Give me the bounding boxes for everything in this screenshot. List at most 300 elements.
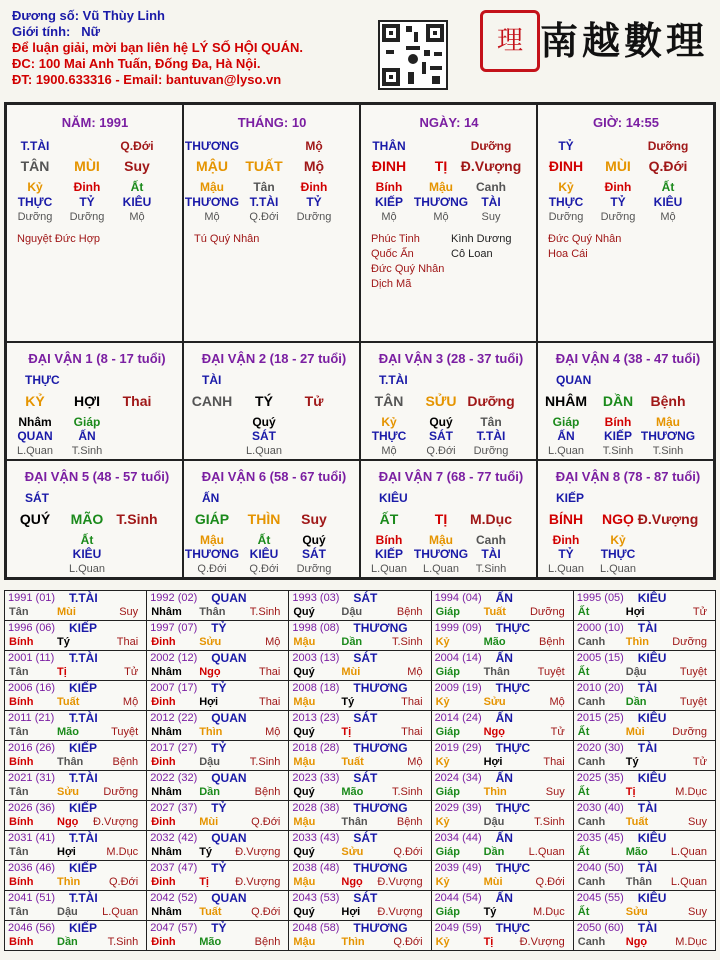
year-label: 2040 (50) bbox=[576, 862, 624, 874]
year-branch: Hợi bbox=[341, 906, 361, 918]
year-stem: Mậu bbox=[293, 756, 316, 768]
year-branch: Mão bbox=[625, 846, 648, 858]
year-phase: T.Sinh bbox=[249, 756, 281, 768]
year-god: QUAN bbox=[211, 771, 247, 785]
year-stem: Kỷ bbox=[435, 816, 450, 828]
dai-van-row3-text: Mậu bbox=[429, 533, 453, 547]
year-god: TÀI bbox=[637, 681, 658, 695]
dai-van-row2-text: Tử bbox=[304, 393, 324, 409]
pillar-cell bbox=[183, 104, 360, 342]
year-label: 2003 (13) bbox=[292, 652, 340, 664]
table-row bbox=[5, 621, 716, 651]
year-cell bbox=[289, 651, 431, 681]
year-phase: Thai bbox=[258, 696, 281, 708]
year-label: 2026 (36) bbox=[8, 802, 56, 814]
dai-van-row2-text: M.Dục bbox=[470, 511, 512, 527]
pillar-row3-text: Mậu bbox=[429, 180, 453, 194]
dai-van-row4-text: T.TÀI bbox=[476, 429, 506, 443]
year-stem: Quý bbox=[293, 906, 315, 918]
year-branch: Tuất bbox=[625, 816, 649, 828]
year-stem: Tân bbox=[9, 726, 29, 738]
dai-van-row4-text: SÁT bbox=[252, 429, 276, 443]
year-cell bbox=[573, 921, 715, 951]
year-cell-content bbox=[574, 891, 715, 920]
year-god: T.TÀI bbox=[69, 771, 98, 785]
year-cell bbox=[431, 741, 573, 771]
year-branch: Hợi bbox=[625, 606, 645, 618]
year-cell-content bbox=[147, 891, 288, 920]
year-phase: Q.Đới bbox=[251, 906, 281, 918]
pillar-top-text: THƯƠNG bbox=[184, 139, 240, 153]
dai-van-god: KIÊU bbox=[379, 491, 408, 505]
seal-stamp-icon: 理 bbox=[480, 10, 540, 72]
year-cell bbox=[573, 771, 715, 801]
year-cell-content bbox=[574, 921, 715, 950]
year-stem: Bính bbox=[9, 636, 34, 648]
year-stem: Bính bbox=[9, 696, 34, 708]
year-branch: Tuất bbox=[341, 756, 364, 768]
pillar-row3-text: Đinh bbox=[73, 180, 101, 194]
year-cell-content bbox=[147, 621, 288, 650]
star-label: Tú Quý Nhân bbox=[194, 233, 260, 245]
table-row bbox=[5, 921, 716, 951]
dai-van-row3-text: Đinh bbox=[552, 533, 580, 547]
year-cell bbox=[573, 831, 715, 861]
year-god: QUAN bbox=[211, 831, 247, 845]
pillar-row4-text: THƯƠNG bbox=[184, 195, 240, 209]
year-stem: Canh bbox=[577, 816, 606, 828]
year-god: SÁT bbox=[353, 591, 378, 605]
dai-van-row4-text: SÁT bbox=[429, 429, 453, 443]
dai-van-row4-text: THƯƠNG bbox=[184, 547, 240, 561]
year-cell-content bbox=[289, 681, 430, 710]
year-cell bbox=[573, 861, 715, 891]
year-cell bbox=[147, 591, 289, 621]
year-branch: Dậu bbox=[625, 666, 647, 678]
year-label: 2017 (27) bbox=[150, 742, 198, 754]
year-stem: Quý bbox=[293, 606, 315, 618]
year-stem: Nhâm bbox=[151, 846, 182, 858]
year-cell-content bbox=[574, 771, 715, 800]
dai-van-row3-text: Kỷ bbox=[610, 533, 626, 547]
pillar-row4-text: THỰC bbox=[17, 195, 53, 209]
year-branch: Ngọ bbox=[57, 816, 79, 828]
year-god: QUAN bbox=[211, 591, 247, 605]
dai-van-row4-text: THỰC bbox=[371, 429, 407, 443]
year-phase: M.Dục bbox=[106, 846, 139, 858]
year-cell bbox=[431, 891, 573, 921]
pillar-row3-text: Bính bbox=[375, 180, 403, 194]
year-cell bbox=[5, 771, 147, 801]
pillar-row2-text: TỊ bbox=[434, 158, 448, 174]
year-phase: Thai bbox=[401, 726, 423, 738]
pillar-row3-text: Đinh bbox=[300, 180, 328, 194]
dai-van-row5-text: Q.Đới bbox=[249, 563, 279, 575]
year-stem: Tân bbox=[9, 906, 29, 918]
year-branch: Tị bbox=[199, 876, 209, 888]
year-branch: Dậu bbox=[483, 816, 505, 828]
year-phase: Mộ bbox=[265, 636, 281, 648]
year-label: 2030 (40) bbox=[576, 802, 624, 814]
pillar-row3-text: Ất bbox=[661, 180, 675, 194]
pillar-top-text: Dưỡng bbox=[470, 139, 512, 153]
gender-value: Nữ bbox=[81, 24, 100, 39]
year-cell-content bbox=[432, 861, 573, 890]
dai-van-row3-text: Ất bbox=[80, 533, 94, 547]
year-cell-content bbox=[432, 801, 573, 830]
year-cell bbox=[147, 921, 289, 951]
pillar-row3-text: Kỷ bbox=[27, 180, 43, 194]
year-label: 2028 (38) bbox=[292, 802, 340, 814]
dai-van-row2-text: GIÁP bbox=[194, 511, 230, 527]
year-stem: Quý bbox=[293, 846, 315, 858]
year-cell bbox=[573, 621, 715, 651]
year-stem: Mậu bbox=[293, 816, 316, 828]
year-phase: Đ.Vượng bbox=[93, 816, 139, 828]
year-cell-content bbox=[289, 801, 430, 830]
year-cell bbox=[573, 801, 715, 831]
dai-van-row4-text: THƯƠNG bbox=[413, 547, 469, 561]
dai-van-cell bbox=[537, 460, 714, 578]
year-branch: Tý bbox=[483, 906, 497, 918]
year-label: 2013 (23) bbox=[292, 712, 340, 724]
year-cell-content bbox=[289, 591, 430, 620]
year-stem: Bính bbox=[9, 756, 34, 768]
year-cell-content bbox=[147, 921, 288, 950]
year-god: TÀI bbox=[637, 921, 658, 935]
dai-van-row5-text: T.Sinh bbox=[652, 445, 684, 457]
pillar-title: NGÀY: 14 bbox=[419, 115, 479, 130]
dai-van-row3-text: Giáp bbox=[552, 415, 580, 429]
contact-phone-email: ĐT: 1900.633316 - Email: bantuvan@lyso.vn bbox=[12, 72, 282, 87]
year-cell bbox=[289, 621, 431, 651]
year-branch: Dần bbox=[341, 636, 363, 648]
year-cell bbox=[431, 591, 573, 621]
year-phase: Tử bbox=[124, 666, 139, 678]
year-label: 2041 (51) bbox=[8, 892, 56, 904]
year-god: SÁT bbox=[353, 711, 378, 725]
year-stem: Quý bbox=[293, 726, 315, 738]
dai-van-row2-text: CANH bbox=[191, 393, 233, 409]
year-cell bbox=[5, 891, 147, 921]
year-phase: Bệnh bbox=[396, 606, 423, 618]
year-cell bbox=[5, 621, 147, 651]
year-cell-content bbox=[5, 591, 146, 620]
pillar-row2-text: ĐINH bbox=[548, 158, 584, 174]
dai-van-row4-text: TỶ bbox=[558, 547, 574, 561]
dai-van-row2-text: Đ.Vượng bbox=[637, 511, 699, 527]
year-cell-content bbox=[574, 801, 715, 830]
year-cell bbox=[147, 741, 289, 771]
year-phase: Tuyệt bbox=[111, 726, 139, 738]
year-branch: Thân bbox=[341, 816, 368, 828]
dai-van-cell bbox=[360, 460, 537, 578]
year-label: 2002 (12) bbox=[150, 652, 198, 664]
pillar-row4-text: THỰC bbox=[548, 195, 584, 209]
year-cell bbox=[147, 831, 289, 861]
year-cell-content bbox=[5, 921, 146, 950]
year-cell bbox=[289, 711, 431, 741]
year-label: 1995 (05) bbox=[576, 592, 624, 604]
year-god: TỶ bbox=[211, 741, 227, 755]
year-phase: M.Dục bbox=[532, 906, 565, 918]
year-label: 2019 (29) bbox=[434, 742, 482, 754]
year-phase: Tuyệt bbox=[679, 666, 707, 678]
year-label: 2047 (57) bbox=[150, 922, 198, 934]
dai-van-row2-text: Suy bbox=[301, 511, 327, 527]
year-phase: Đ.Vượng bbox=[377, 906, 423, 918]
year-phase: M.Dục bbox=[675, 936, 707, 948]
year-cell-content bbox=[432, 591, 573, 620]
dai-van-title: ĐẠI VẬN 1 (8 - 17 tuổi) bbox=[28, 351, 166, 366]
dai-van-row5-text: T.Sinh bbox=[475, 563, 507, 575]
dai-van-row5-text: T.Sinh bbox=[71, 445, 103, 457]
year-cell bbox=[289, 591, 431, 621]
year-god: QUAN bbox=[211, 891, 247, 905]
year-branch: Ngọ bbox=[625, 936, 648, 948]
year-phase: Suy bbox=[545, 786, 565, 798]
year-god: THỰC bbox=[495, 621, 531, 635]
table-row bbox=[5, 831, 716, 861]
year-cell-content bbox=[5, 771, 146, 800]
year-god: TỶ bbox=[211, 801, 227, 815]
year-branch: Sửu bbox=[483, 696, 506, 708]
dai-van-row2-text: SỬU bbox=[425, 393, 457, 409]
dai-van-row2-text: TÝ bbox=[255, 393, 273, 409]
pillar-top-text: Mộ bbox=[305, 139, 323, 153]
year-cell-content bbox=[574, 711, 715, 740]
qr-code-icon bbox=[378, 20, 448, 90]
year-branch: Thân bbox=[625, 876, 653, 888]
year-phase: Q.Đới bbox=[108, 876, 139, 888]
year-cell-content bbox=[432, 771, 573, 800]
pillar-row5-text: Q.Đới bbox=[249, 211, 279, 223]
year-stem: Ất bbox=[577, 786, 590, 798]
dai-van-row3-text: Quý bbox=[302, 533, 326, 547]
dai-van-row2-text: THÌN bbox=[247, 511, 281, 527]
year-branch: Dần bbox=[483, 846, 505, 858]
year-branch: Dần bbox=[625, 696, 647, 708]
year-cell bbox=[431, 711, 573, 741]
year-cell bbox=[147, 771, 289, 801]
year-cell-content bbox=[147, 741, 288, 770]
year-cell-content bbox=[289, 621, 430, 650]
year-stem: Đinh bbox=[151, 876, 176, 888]
year-god: SÁT bbox=[353, 651, 378, 665]
year-god: THƯƠNG bbox=[353, 921, 408, 935]
dai-van-row2-text: KỶ bbox=[25, 393, 45, 409]
pillar-row5-text: Suy bbox=[481, 211, 501, 223]
year-cell-content bbox=[432, 681, 573, 710]
year-cell-content bbox=[147, 651, 288, 680]
year-stem: Ất bbox=[577, 906, 590, 918]
dai-van-row2-text: DẦN bbox=[602, 393, 634, 409]
year-label: 2049 (59) bbox=[434, 922, 482, 934]
dai-van-title: ĐẠI VẬN 7 (68 - 77 tuổi) bbox=[378, 469, 524, 484]
year-branch: Hợi bbox=[199, 696, 219, 708]
year-branch: Hợi bbox=[57, 846, 76, 858]
year-cell-content bbox=[5, 621, 146, 650]
year-god: T.TÀI bbox=[69, 831, 98, 845]
year-stem: Tân bbox=[9, 606, 29, 618]
year-branch: Dần bbox=[57, 936, 78, 948]
dai-van-row3-text: Bính bbox=[375, 533, 403, 547]
dai-van-row4-text: SÁT bbox=[302, 547, 326, 561]
year-phase: Q.Đới bbox=[251, 816, 281, 828]
year-god: KIẾP bbox=[69, 621, 98, 635]
year-god: KIẾP bbox=[69, 921, 98, 935]
year-branch: Ngọ bbox=[483, 726, 505, 738]
year-god: KIÊU bbox=[637, 831, 667, 845]
year-god: SÁT bbox=[353, 771, 378, 785]
year-cell bbox=[431, 771, 573, 801]
year-god: KIÊU bbox=[637, 591, 667, 605]
year-cell bbox=[5, 681, 147, 711]
dai-van-god: THỰC bbox=[25, 373, 60, 387]
star-label: Hoa Cái bbox=[548, 248, 588, 260]
year-cell bbox=[573, 651, 715, 681]
year-god: KIÊU bbox=[637, 891, 667, 905]
year-cell bbox=[289, 681, 431, 711]
pillar-row4-text: TỶ bbox=[610, 195, 626, 209]
year-god: TỶ bbox=[211, 921, 227, 935]
year-cell bbox=[289, 921, 431, 951]
year-stem: Đinh bbox=[151, 936, 176, 948]
dai-van-row2-text: Thai bbox=[122, 393, 152, 409]
year-stem: Tân bbox=[9, 846, 29, 858]
dai-van-row3-text: Giáp bbox=[73, 415, 101, 429]
year-cell bbox=[147, 621, 289, 651]
year-branch: Tuất bbox=[199, 906, 222, 918]
pillar-row3-text: Canh bbox=[476, 180, 506, 194]
year-label: 2001 (11) bbox=[8, 652, 55, 664]
year-label: 2031 (41) bbox=[8, 832, 56, 844]
contact-invite: Để luận giải, mời bạn liên hệ LÝ SỐ HỘI QUÁN. bbox=[12, 40, 303, 55]
dai-van-row3-text: Mậu bbox=[200, 533, 224, 547]
year-stem: Quý bbox=[293, 786, 315, 798]
year-god: ẤN bbox=[495, 591, 513, 605]
year-cell-content bbox=[289, 831, 430, 860]
pillar-row2-text: TUẤT bbox=[245, 158, 283, 174]
table-row bbox=[5, 771, 716, 801]
pillar-row5-text: Dưỡng bbox=[69, 211, 105, 223]
year-cell-content bbox=[432, 621, 573, 650]
year-label: 2043 (53) bbox=[292, 892, 340, 904]
year-god: KIẾP bbox=[69, 801, 98, 815]
table-row bbox=[5, 861, 716, 891]
year-stem: Ất bbox=[577, 606, 590, 618]
year-label: 2037 (47) bbox=[150, 862, 198, 874]
pillar-title: NĂM: 1991 bbox=[61, 115, 129, 130]
year-branch: Sửu bbox=[57, 786, 80, 798]
star-label: Đức Quý Nhân bbox=[548, 233, 622, 245]
pillar-title: GIỜ: 14:55 bbox=[592, 115, 660, 130]
year-stem: Bính bbox=[9, 876, 34, 888]
year-cell bbox=[5, 861, 147, 891]
year-god: THỰC bbox=[495, 861, 531, 875]
table-row bbox=[5, 741, 716, 771]
year-stem: Canh bbox=[577, 876, 606, 888]
year-label: 1998 (08) bbox=[292, 622, 340, 634]
year-label: 1999 (09) bbox=[434, 622, 482, 634]
year-stem: Giáp bbox=[435, 666, 461, 678]
year-cell-content bbox=[574, 831, 715, 860]
year-god: THỰC bbox=[495, 681, 531, 695]
year-label: 1992 (02) bbox=[150, 592, 198, 604]
year-god: KIẾP bbox=[69, 861, 98, 875]
star-label: Kình Dương bbox=[451, 233, 512, 245]
year-branch: Mão bbox=[199, 936, 222, 948]
year-label: 1997 (07) bbox=[150, 622, 198, 634]
pillar-row4-text: KIÊU bbox=[653, 195, 683, 209]
year-label: 2025 (35) bbox=[576, 772, 624, 784]
year-branch: Thìn bbox=[625, 636, 649, 648]
person-name: Đương số: Vũ Thùy Linh bbox=[12, 8, 165, 23]
year-phase: Mộ bbox=[407, 756, 423, 768]
year-label: 2024 (34) bbox=[434, 772, 482, 784]
year-god: THƯƠNG bbox=[353, 741, 408, 755]
star-label: Đức Quý Nhân bbox=[371, 263, 445, 275]
year-cell-content bbox=[432, 831, 573, 860]
year-stem: Nhâm bbox=[151, 906, 182, 918]
dai-van-row5-text: Dưỡng bbox=[473, 445, 509, 457]
dai-van-row3-text: Quý bbox=[429, 415, 453, 429]
year-branch: Tý bbox=[625, 756, 639, 768]
dai-van-row5-text: Q.Đới bbox=[426, 445, 456, 457]
pillar-row2-text: Mộ bbox=[303, 158, 325, 174]
year-branch: Thân bbox=[483, 666, 510, 678]
year-god: T.TÀI bbox=[69, 711, 98, 725]
pillar-row5-text: Mộ bbox=[204, 211, 220, 223]
year-cell-content bbox=[289, 771, 430, 800]
year-branch: Tý bbox=[341, 696, 355, 708]
year-phase: Bệnh bbox=[112, 756, 139, 768]
year-stem: Ất bbox=[577, 846, 590, 858]
year-god: THƯƠNG bbox=[353, 681, 408, 695]
year-label: 2046 (56) bbox=[8, 922, 56, 934]
pillar-row4-text: TÀI bbox=[481, 195, 501, 209]
year-god: ẤN bbox=[495, 891, 513, 905]
year-stem: Mậu bbox=[293, 876, 316, 888]
year-branch: Hợi bbox=[483, 756, 503, 768]
year-god: TÀI bbox=[637, 741, 658, 755]
dai-van-row4-text: ẤN bbox=[557, 429, 575, 443]
year-label: 2004 (14) bbox=[434, 652, 482, 664]
year-cell bbox=[431, 651, 573, 681]
year-phase: Bệnh bbox=[539, 636, 565, 648]
dai-van-row3-text: Nhâm bbox=[18, 415, 52, 429]
star-label: Quốc Ấn bbox=[371, 248, 414, 260]
year-stem: Giáp bbox=[435, 846, 461, 858]
year-phase: T.Sinh bbox=[534, 816, 565, 828]
year-cell bbox=[431, 861, 573, 891]
year-cell bbox=[5, 921, 147, 951]
pillar-row5-text: Dưỡng bbox=[600, 211, 636, 223]
year-stem: Mậu bbox=[293, 696, 316, 708]
dai-van-row3-text: Ất bbox=[257, 533, 271, 547]
year-label: 2016 (26) bbox=[8, 742, 56, 754]
year-stem: Tân bbox=[9, 786, 29, 798]
pillar-row4-text: KIÊU bbox=[122, 195, 152, 209]
year-label: 2010 (20) bbox=[576, 682, 624, 694]
pillar-top-text: Dưỡng bbox=[647, 139, 689, 153]
dai-van-cell bbox=[360, 342, 537, 460]
year-label: 1993 (03) bbox=[292, 592, 340, 604]
pillar-row4-text: TỶ bbox=[306, 195, 322, 209]
year-branch: Mùi bbox=[199, 816, 219, 828]
pillar-row4-text: T.TÀI bbox=[249, 195, 279, 209]
pillar-row2-text: Suy bbox=[124, 158, 150, 174]
